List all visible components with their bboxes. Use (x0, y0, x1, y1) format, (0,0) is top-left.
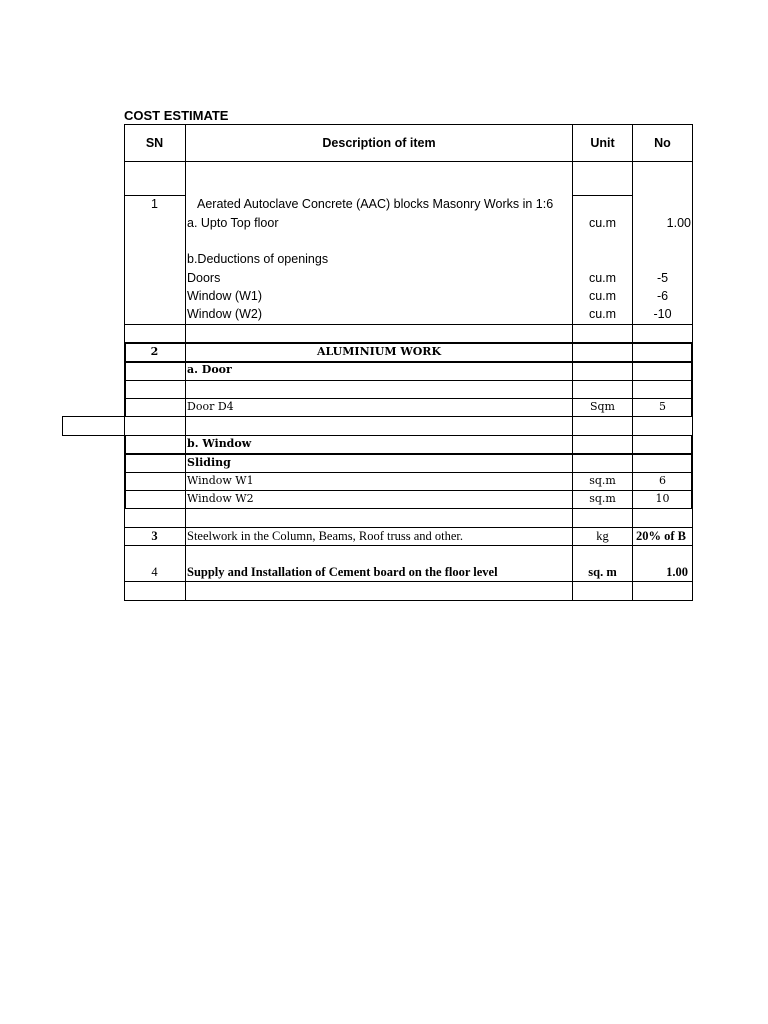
item-2-sn: 2 (150, 345, 159, 358)
item-2-door-row-unit: Sqm (589, 400, 615, 413)
item-1-row-w1-unit: cu.m (588, 289, 617, 303)
item-1-sub-a: a. Upto Top floor (187, 216, 279, 230)
item-1-sn: 1 (151, 197, 158, 211)
item-1-sub-a-unit: cu.m (588, 216, 617, 230)
item-2-window-w2-unit: sq.m (589, 492, 616, 505)
sheet-title: COST ESTIMATE (124, 108, 229, 123)
item-2-door-row: Door D4 (187, 400, 234, 413)
item-4-no: 1.00 (666, 565, 688, 579)
item-3-desc: Steelwork in the Column, Beams, Roof truss and other. (187, 529, 464, 543)
item-2-window-heading: b. Window (187, 437, 252, 450)
item-1-row-w2-unit: cu.m (588, 307, 617, 321)
header-description: Description of item (322, 136, 436, 150)
item-2-window-w1-unit: sq.m (589, 474, 616, 487)
item-1-row-w1: Window (W1) (187, 289, 263, 303)
header-sn: SN (145, 136, 164, 150)
item-1-row-doors: Doors (187, 271, 221, 285)
item-4-unit: sq. m (588, 565, 617, 579)
item-1-row-w2-no: -10 (653, 307, 672, 321)
item-2-sliding: Sliding (187, 456, 231, 469)
item-3-unit: kg (596, 529, 609, 543)
item-2-door-row-no: 5 (659, 400, 666, 413)
item-2-window-w1: Window W1 (187, 474, 254, 487)
item-4-desc: Supply and Installation of Cement board on the floor level (187, 565, 498, 579)
item-1-deductions: b.Deductions of openings (187, 252, 329, 266)
item-2-door-heading: a. Door (187, 363, 232, 376)
item-1-row-w1-no: -6 (656, 289, 669, 303)
item-1-row-doors-unit: cu.m (588, 271, 617, 285)
header-unit: Unit (590, 136, 615, 150)
item-2-window-w2-no: 10 (655, 492, 670, 505)
item-1-row-w2: Window (W2) (187, 307, 263, 321)
item-2-window-w1-no: 6 (659, 474, 666, 487)
item-2-title: ALUMINIUM WORK (316, 345, 442, 358)
item-1-sub-a-no: 1.00 (666, 216, 691, 230)
item-4-sn: 4 (151, 565, 158, 579)
header-no: No (654, 136, 671, 150)
item-1-row-doors-no: -5 (656, 271, 669, 285)
item-2-window-w2: Window W2 (187, 492, 254, 505)
item-3-no: 20% of B (636, 529, 686, 543)
item-1-title: Aerated Autoclave Concrete (AAC) blocks Masonry Works in 1:6 (197, 197, 554, 211)
item-3-sn: 3 (151, 529, 158, 543)
